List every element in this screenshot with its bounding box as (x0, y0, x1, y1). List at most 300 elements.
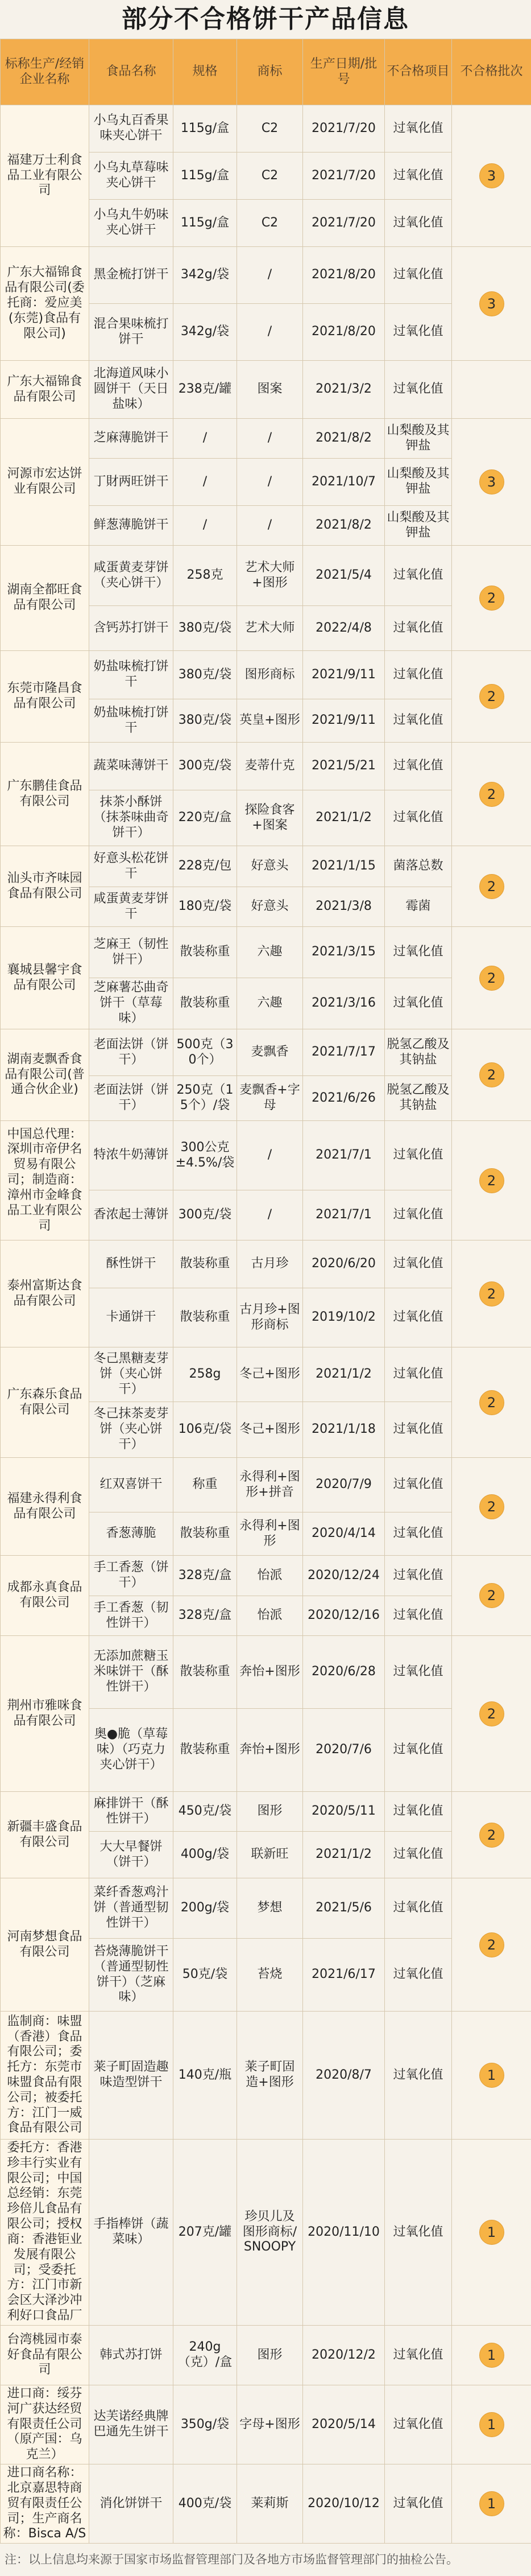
spec-cell: 228克/包 (173, 846, 237, 887)
company-cell: 湖南全都旺食品有限公司 (1, 546, 89, 651)
item-cell: 过氧化值 (385, 105, 452, 153)
food-name-cell: 菜纤香葱鸡汁饼（普通型韧性饼干） (89, 1878, 173, 1939)
food-name-cell: 手工香葱（韧性饼干） (89, 1596, 173, 1636)
brand-cell: 奔怡+图形 (237, 1709, 303, 1792)
spec-cell: / (173, 459, 237, 506)
table-row (1, 1121, 531, 1190)
batch-count-badge: 2 (479, 1390, 504, 1415)
item-cell: 过氧化值 (385, 200, 452, 247)
batch-count-badge: 1 (479, 2343, 504, 2368)
company-cell: 东莞市隆昌食品有限公司 (1, 651, 89, 743)
item-cell: 过氧化值 (385, 2140, 452, 2326)
spec-cell: 106克/袋 (173, 1402, 237, 1458)
spec-cell: 328克/盒 (173, 1556, 237, 1596)
batch-cell (452, 651, 531, 743)
date-cell: 2022/4/8 (303, 606, 385, 651)
food-name-cell: 韩式苏打饼 (89, 2325, 173, 2385)
item-cell: 过氧化值 (385, 978, 452, 1029)
spec-cell: 散装称重 (173, 1288, 237, 1347)
food-name-cell: 抹茶小酥饼（抹茶味曲奇饼干） (89, 790, 173, 846)
date-cell: 2020/12/24 (303, 1556, 385, 1596)
batch-cell (452, 743, 531, 846)
batch-count-badge: 2 (479, 1701, 504, 1726)
item-cell: 过氧化值 (385, 606, 452, 651)
item-cell: 过氧化值 (385, 1878, 452, 1939)
batch-cell (452, 2012, 531, 2140)
company-cell: 广东大福锦食品有限公司(委托商：爱应美(东莞)食品有限公司) (1, 247, 89, 361)
date-cell: 2020/8/7 (303, 2012, 385, 2140)
batch-cell (452, 1792, 531, 1878)
item-cell: 过氧化值 (385, 743, 452, 790)
item-cell: 菌落总数 (385, 846, 452, 887)
spec-cell: 115g/盒 (173, 153, 237, 200)
batch-cell (452, 1878, 531, 2012)
date-cell: 2021/7/20 (303, 200, 385, 247)
batch-cell (452, 2385, 531, 2464)
header-spec: 规格 (173, 39, 237, 105)
food-name-cell: 老面法饼（饼干） (89, 1076, 173, 1121)
batch-count-badge: 2 (479, 1494, 504, 1519)
header-date: 生产日期/批号 (303, 39, 385, 105)
brand-cell: 字母+图形 (237, 2385, 303, 2464)
item-cell: 过氧化值 (385, 1636, 452, 1709)
brand-cell: 图形 (237, 2325, 303, 2385)
spec-cell: 380克/袋 (173, 699, 237, 743)
item-cell: 过氧化值 (385, 361, 452, 419)
batch-cell (452, 846, 531, 927)
table-row (1, 1556, 531, 1596)
table-row (1, 2140, 531, 2326)
batch-count-badge: 2 (479, 1823, 504, 1848)
date-cell: 2021/7/1 (303, 1121, 385, 1190)
spec-cell: 207克/罐 (173, 2140, 237, 2326)
batch-cell (452, 546, 531, 651)
company-cell: 委托方：香港珍丰行实业有限公司；中国总经销：东莞珍倍儿食品有限公司；授权商：香港钜业发展有限公司；受委托方：江门市新会区大泽沙冲利好口食品厂 (1, 2140, 89, 2326)
food-name-cell: 香葱薄脆 (89, 1512, 173, 1556)
brand-cell: 艺术大师 (237, 606, 303, 651)
batch-cell (452, 1458, 531, 1556)
company-cell: 进口商名称：北京嘉思特商贸有限责任公司；生产商名称：Bisca A/S (1, 2464, 89, 2544)
table-row (1, 105, 531, 153)
brand-cell: 图案 (237, 361, 303, 419)
table-row (1, 1878, 531, 1939)
date-cell: 2021/5/21 (303, 743, 385, 790)
item-cell: 脱氢乙酸及其钠盐 (385, 1076, 452, 1121)
company-cell: 河南梦想食品有限公司 (1, 1878, 89, 2012)
date-cell: 2020/11/10 (303, 2140, 385, 2326)
brand-cell: 苔烧 (237, 1939, 303, 2012)
batch-count-badge: 2 (479, 966, 504, 991)
batch-cell (452, 2140, 531, 2326)
food-name-cell: 奶盐味梳打饼干 (89, 651, 173, 699)
brand-cell: 怡派 (237, 1596, 303, 1636)
spec-cell: 50克/袋 (173, 1939, 237, 2012)
batch-cell (452, 247, 531, 361)
food-name-cell: 奥●脆（草莓味）（巧克力夹心饼干） (89, 1709, 173, 1792)
date-cell: 2021/6/26 (303, 1076, 385, 1121)
food-name-cell: 红双喜饼干 (89, 1458, 173, 1512)
table-row (1, 546, 531, 606)
batch-count-badge: 1 (479, 2220, 504, 2245)
spec-cell: 342g/袋 (173, 304, 237, 361)
food-name-cell: 香浓起士薄饼 (89, 1190, 173, 1240)
brand-cell: / (237, 304, 303, 361)
brand-cell: C2 (237, 200, 303, 247)
batch-count-badge: 2 (479, 1062, 504, 1087)
spec-cell: / (173, 419, 237, 459)
food-name-cell: 混合果味梳打饼干 (89, 304, 173, 361)
unqualified-biscuit-table (0, 39, 531, 2544)
date-cell: 2020/5/14 (303, 2385, 385, 2464)
table-row (1, 2325, 531, 2385)
date-cell: 2021/3/15 (303, 927, 385, 978)
date-cell: 2021/9/11 (303, 651, 385, 699)
food-name-cell: 苔烧薄脆饼干（普通型韧性饼干）（芝麻味） (89, 1939, 173, 2012)
company-cell: 福建万士利食品工业有限公司 (1, 105, 89, 247)
batch-count-badge: 1 (479, 2063, 504, 2088)
batch-count-badge: 2 (479, 874, 504, 899)
date-cell: 2021/10/7 (303, 459, 385, 506)
item-cell: 过氧化值 (385, 1402, 452, 1458)
company-cell: 广东森乐食品有限公司 (1, 1347, 89, 1458)
batch-count-badge: 2 (479, 684, 504, 709)
brand-cell: 怡派 (237, 1556, 303, 1596)
item-cell: 过氧化值 (385, 1347, 452, 1402)
spec-cell: 220克/盒 (173, 790, 237, 846)
spec-cell: 115g/盒 (173, 200, 237, 247)
date-cell: 2021/1/2 (303, 790, 385, 846)
spec-cell: 散装称重 (173, 978, 237, 1029)
date-cell: 2021/8/20 (303, 247, 385, 304)
date-cell: 2020/10/12 (303, 2464, 385, 2544)
item-cell: 过氧化值 (385, 1458, 452, 1512)
food-name-cell: 麻排饼干（酥性饼干） (89, 1792, 173, 1832)
brand-cell: 冬己+图形 (237, 1347, 303, 1402)
food-name-cell: 芝麻薄脆饼干 (89, 419, 173, 459)
batch-count-badge: 3 (479, 291, 504, 316)
spec-cell: 258克 (173, 546, 237, 606)
batch-cell (452, 1029, 531, 1121)
company-cell: 泰州富斯达食品有限公司 (1, 1240, 89, 1347)
food-name-cell: 特浓牛奶薄饼 (89, 1121, 173, 1190)
spec-cell: 散装称重 (173, 927, 237, 978)
item-cell: 过氧化值 (385, 790, 452, 846)
spec-cell: 称重 (173, 1458, 237, 1512)
brand-cell: 图形商标 (237, 651, 303, 699)
table-row (1, 419, 531, 459)
brand-cell: 麦飘香 (237, 1029, 303, 1076)
item-cell: 过氧化值 (385, 2325, 452, 2385)
food-name-cell: 卡通饼干 (89, 1288, 173, 1347)
date-cell: 2021/3/2 (303, 361, 385, 419)
spec-cell: 200g/袋 (173, 1878, 237, 1939)
date-cell: 2021/8/20 (303, 304, 385, 361)
date-cell: 2021/1/2 (303, 1347, 385, 1402)
batch-cell (452, 1240, 531, 1347)
date-cell: 2020/4/14 (303, 1512, 385, 1556)
food-name-cell: 小乌丸牛奶味夹心饼干 (89, 200, 173, 247)
batch-cell (452, 2464, 531, 2544)
table-row (1, 1792, 531, 1832)
food-name-cell: 芝麻薯芯曲奇饼干（草莓味） (89, 978, 173, 1029)
food-name-cell: 鲜葱薄脆饼干 (89, 506, 173, 546)
spec-cell: 散装称重 (173, 1512, 237, 1556)
brand-cell: / (237, 459, 303, 506)
item-cell: 过氧化值 (385, 2385, 452, 2464)
company-cell: 监制商：味盟（香港）食品有限公司；委托方：东莞市味盟食品有限公司；被委托方：江门一威食品有限公司 (1, 2012, 89, 2140)
company-cell: 广东大福锦食品有限公司 (1, 361, 89, 419)
spec-cell: 散装称重 (173, 1240, 237, 1288)
spec-cell: / (173, 506, 237, 546)
item-cell: 过氧化值 (385, 1288, 452, 1347)
brand-cell: 英皇+图形 (237, 699, 303, 743)
item-cell: 过氧化值 (385, 546, 452, 606)
spec-cell: 258g (173, 1347, 237, 1402)
food-name-cell: 丁財两旺饼干 (89, 459, 173, 506)
table-row (1, 651, 531, 699)
food-name-cell: 大大早餐饼（饼干） (89, 1832, 173, 1878)
date-cell: 2021/8/2 (303, 419, 385, 459)
header-food-name: 食品名称 (89, 39, 173, 105)
date-cell: 2021/5/6 (303, 1878, 385, 1939)
spec-cell: 500克（30个） (173, 1029, 237, 1076)
brand-cell: 六趣 (237, 927, 303, 978)
food-name-cell: 手工香葱（饼干） (89, 1556, 173, 1596)
batch-count-badge: 2 (479, 1281, 504, 1306)
spec-cell: 400g/袋 (173, 1832, 237, 1878)
food-name-cell: 蔬菜味薄饼干 (89, 743, 173, 790)
footer-note: 注：以上信息均来源于国家市场监督管理部门及各地方市场监督管理部门的抽检公告。 (0, 2544, 531, 2575)
brand-cell: 麦飘香+字母 (237, 1076, 303, 1121)
batch-cell (452, 1347, 531, 1458)
food-name-cell: 无添加蔗糖玉米味饼干（酥性饼干） (89, 1636, 173, 1709)
brand-cell: 六趣 (237, 978, 303, 1029)
brand-cell: C2 (237, 105, 303, 153)
item-cell: 霉菌 (385, 887, 452, 927)
food-name-cell: 消化饼饼干 (89, 2464, 173, 2544)
item-cell: 过氧化值 (385, 1512, 452, 1556)
company-cell: 荆州市雅咪食品有限公司 (1, 1636, 89, 1792)
batch-cell (452, 1121, 531, 1240)
page-title: 部分不合格饼干产品信息 (0, 0, 531, 39)
brand-cell: / (237, 419, 303, 459)
food-name-cell: 酥性饼干 (89, 1240, 173, 1288)
brand-cell: 永得利+图形+拼音 (237, 1458, 303, 1512)
brand-cell: 冬己+图形 (237, 1402, 303, 1458)
batch-cell (452, 419, 531, 546)
date-cell: 2021/1/18 (303, 1402, 385, 1458)
date-cell: 2021/8/2 (303, 506, 385, 546)
spec-cell: 350g/袋 (173, 2385, 237, 2464)
spec-cell: 240g（克）/盒 (173, 2325, 237, 2385)
brand-cell: / (237, 247, 303, 304)
brand-cell: 麦蒂什克 (237, 743, 303, 790)
table-row (1, 1347, 531, 1402)
date-cell: 2021/5/4 (303, 546, 385, 606)
item-cell: 过氧化值 (385, 2012, 452, 2140)
item-cell: 山梨酸及其钾盐 (385, 459, 452, 506)
batch-cell (452, 105, 531, 247)
spec-cell: 328克/盒 (173, 1596, 237, 1636)
food-name-cell: 奶盐味梳打饼干 (89, 699, 173, 743)
brand-cell: 探险食客+图案 (237, 790, 303, 846)
company-cell: 湖南麦飘香食品有限公司(普通合伙企业) (1, 1029, 89, 1121)
food-name-cell: 达芙诺经典牌巴通先生饼干 (89, 2385, 173, 2464)
date-cell: 2021/3/16 (303, 978, 385, 1029)
batch-count-badge: 2 (479, 1168, 504, 1193)
brand-cell: 古月珍 (237, 1240, 303, 1288)
table-header-row (1, 39, 531, 105)
brand-cell: 永得利+图形 (237, 1512, 303, 1556)
brand-cell: 图形 (237, 1792, 303, 1832)
food-name-cell: 咸蛋黄麦芽饼（夹心饼干） (89, 546, 173, 606)
item-cell: 过氧化值 (385, 153, 452, 200)
spec-cell: 300克/袋 (173, 1190, 237, 1240)
table-row (1, 927, 531, 978)
batch-cell (452, 1556, 531, 1636)
item-cell: 过氧化值 (385, 1939, 452, 2012)
table-row (1, 247, 531, 304)
table-body (1, 105, 531, 2544)
header-brand: 商标 (237, 39, 303, 105)
batch-cell (452, 1636, 531, 1792)
batch-count-badge: 2 (479, 586, 504, 611)
brand-cell: 奔怡+图形 (237, 1636, 303, 1709)
food-name-cell: 咸蛋黄麦芽饼干 (89, 887, 173, 927)
food-name-cell: 莱子町固造趣味造型饼干 (89, 2012, 173, 2140)
date-cell: 2020/12/2 (303, 2325, 385, 2385)
brand-cell: 莱莉斯 (237, 2464, 303, 2544)
food-name-cell: 好意头松花饼干 (89, 846, 173, 887)
batch-cell (452, 2325, 531, 2385)
brand-cell: 好意头 (237, 887, 303, 927)
spec-cell: 238克/罐 (173, 361, 237, 419)
brand-cell: 珍贝儿及图形商标/SNOOPY (237, 2140, 303, 2326)
item-cell: 过氧化值 (385, 1832, 452, 1878)
food-name-cell: 老面法饼（饼干） (89, 1029, 173, 1076)
batch-count-badge: 1 (479, 2412, 504, 2437)
date-cell: 2019/10/2 (303, 1288, 385, 1347)
date-cell: 2021/7/1 (303, 1190, 385, 1240)
item-cell: 过氧化值 (385, 2464, 452, 2544)
brand-cell: / (237, 506, 303, 546)
spec-cell: 342g/袋 (173, 247, 237, 304)
date-cell: 2020/6/28 (303, 1636, 385, 1709)
item-cell: 山梨酸及其钾盐 (385, 419, 452, 459)
spec-cell: 115g/盒 (173, 105, 237, 153)
item-cell: 过氧化值 (385, 1190, 452, 1240)
item-cell: 过氧化值 (385, 1596, 452, 1636)
spec-cell: 380克/袋 (173, 651, 237, 699)
date-cell: 2020/6/20 (303, 1240, 385, 1288)
item-cell: 过氧化值 (385, 304, 452, 361)
company-cell: 河源市宏达饼业有限公司 (1, 419, 89, 546)
food-name-cell: 北海道风味小圆饼干（天日盐味） (89, 361, 173, 419)
company-cell: 进口商：绥芬河广获达经贸有限责任公司（原产国：乌克兰） (1, 2385, 89, 2464)
date-cell: 2021/7/20 (303, 105, 385, 153)
header-company: 标称生产/经销企业名称 (1, 39, 89, 105)
date-cell: 2020/7/6 (303, 1709, 385, 1792)
date-cell: 2020/7/9 (303, 1458, 385, 1512)
date-cell: 2021/1/2 (303, 1832, 385, 1878)
date-cell: 2020/5/11 (303, 1792, 385, 1832)
item-cell: 过氧化值 (385, 1556, 452, 1596)
item-cell: 脱氢乙酸及其钠盐 (385, 1029, 452, 1076)
header-item: 不合格项目 (385, 39, 452, 105)
company-cell: 福建永得利食品有限公司 (1, 1458, 89, 1556)
table-row (1, 1240, 531, 1288)
item-cell: 过氧化值 (385, 651, 452, 699)
date-cell: 2021/9/11 (303, 699, 385, 743)
company-cell: 台湾桃园市泰好食品有限公司 (1, 2325, 89, 2385)
item-cell: 过氧化值 (385, 927, 452, 978)
spec-cell: 散装称重 (173, 1709, 237, 1792)
date-cell: 2021/3/8 (303, 887, 385, 927)
brand-cell: 古月珍+图形商标 (237, 1288, 303, 1347)
brand-cell: 联新旺 (237, 1832, 303, 1878)
food-name-cell: 冬己抹茶麦芽饼（夹心饼干） (89, 1402, 173, 1458)
spec-cell: 300克/袋 (173, 743, 237, 790)
company-cell: 广东鹏佳食品有限公司 (1, 743, 89, 846)
brand-cell: / (237, 1121, 303, 1190)
header-batches: 不合格批次 (452, 39, 531, 105)
company-cell: 中国总代理：深圳市帝伊名贸易有限公司；制造商：漳州市金峰食品工业有限公司 (1, 1121, 89, 1240)
brand-cell: / (237, 1190, 303, 1240)
spec-cell: 140克/瓶 (173, 2012, 237, 2140)
brand-cell: 莱子町固造+图形 (237, 2012, 303, 2140)
date-cell: 2021/7/17 (303, 1029, 385, 1076)
date-cell: 2021/1/15 (303, 846, 385, 887)
food-name-cell: 黑金梳打饼干 (89, 247, 173, 304)
food-name-cell: 小乌丸草莓味夹心饼干 (89, 153, 173, 200)
food-name-cell: 芝麻王（韧性饼干） (89, 927, 173, 978)
brand-cell: 好意头 (237, 846, 303, 887)
table-row (1, 361, 531, 419)
brand-cell: C2 (237, 153, 303, 200)
company-cell: 成都永真食品有限公司 (1, 1556, 89, 1636)
brand-cell: 梦想 (237, 1878, 303, 1939)
item-cell: 过氧化值 (385, 699, 452, 743)
spec-cell: 250克（15个）/袋 (173, 1076, 237, 1121)
spec-cell: 180克/袋 (173, 887, 237, 927)
food-name-cell: 含钙苏打饼干 (89, 606, 173, 651)
item-cell: 过氧化值 (385, 1121, 452, 1190)
food-name-cell: 手指棒饼（蔬菜味） (89, 2140, 173, 2326)
item-cell: 过氧化值 (385, 1240, 452, 1288)
company-cell: 汕头市齐味园食品有限公司 (1, 846, 89, 927)
spec-cell: 380克/袋 (173, 606, 237, 651)
batch-count-badge: 3 (479, 163, 504, 188)
table-row (1, 1029, 531, 1076)
batch-count-badge: 2 (479, 782, 504, 807)
date-cell: 2021/7/20 (303, 153, 385, 200)
batch-count-badge: 2 (479, 1583, 504, 1608)
item-cell: 过氧化值 (385, 1792, 452, 1832)
batch-count-badge: 1 (479, 2491, 504, 2516)
table-row (1, 2385, 531, 2464)
batch-count-badge: 2 (479, 1932, 504, 1957)
spec-cell: 散装称重 (173, 1636, 237, 1709)
batch-cell (452, 927, 531, 1029)
spec-cell: 400克/袋 (173, 2464, 237, 2544)
date-cell: 2021/6/17 (303, 1939, 385, 2012)
food-name-cell: 小乌丸百香果味夹心饼干 (89, 105, 173, 153)
table-row (1, 743, 531, 790)
spec-cell: 300公克±4.5%/袋 (173, 1121, 237, 1190)
batch-count-badge: 3 (479, 469, 504, 494)
company-cell: 新疆丰盛食品有限公司 (1, 1792, 89, 1878)
spec-cell: 450克/袋 (173, 1792, 237, 1832)
